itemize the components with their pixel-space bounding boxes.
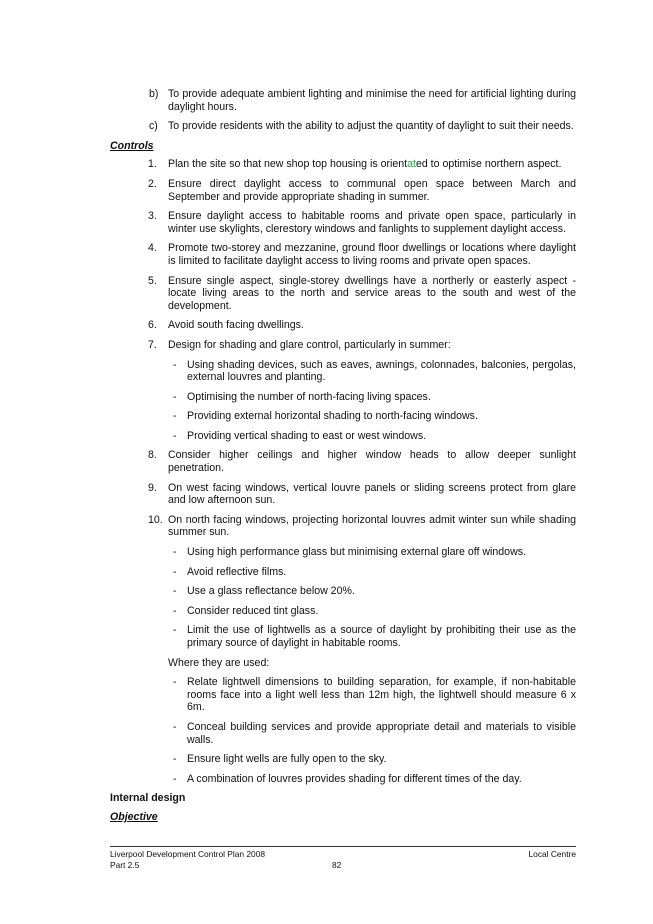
- sub-list-item: [110, 753, 576, 766]
- item-label: b): [149, 88, 159, 100]
- item-text: Conceal building services and provide appropriate detail and materials to visible walls.: [187, 720, 576, 746]
- sub-list-item: [110, 624, 576, 649]
- sub-list-item: [110, 546, 576, 559]
- item-number: 10.: [148, 513, 163, 526]
- control-item: [110, 158, 576, 171]
- objectives-list: [110, 88, 576, 133]
- dash-bullet: -: [173, 720, 177, 733]
- item-number: 1.: [148, 158, 157, 171]
- highlighted-text: at: [407, 158, 416, 171]
- objective-heading: Objective: [110, 810, 158, 823]
- sub-list-item: [110, 359, 576, 384]
- dash-bullet: -: [173, 546, 177, 559]
- item-text: Relate lightwell dimensions to building separation, for example, if non-habitable rooms face into a light well less than 12m high, the lightwell should measure 6 x 6m.: [187, 676, 576, 714]
- dash-bullet: -: [173, 604, 177, 617]
- item-text: Use a glass reflectance below 20%.: [187, 585, 355, 598]
- item-text: Optimising the number of north-facing living spaces.: [187, 390, 431, 403]
- item-text: [168, 158, 561, 170]
- control-item: [110, 178, 576, 203]
- item-text: Providing vertical shading to east or west windows.: [187, 429, 427, 442]
- sub-list-item: [110, 585, 576, 598]
- footer-part: Part 2.5: [110, 859, 140, 870]
- sub-list-item: [110, 721, 576, 746]
- dash-bullet: -: [173, 358, 177, 371]
- item-number: 8.: [148, 449, 157, 462]
- item-text: To provide residents with the ability to adjust the quantity of daylight to suit their needs.: [168, 120, 574, 133]
- sub-list-item: [110, 605, 576, 618]
- item-label: c): [149, 120, 158, 133]
- item-text: Consider reduced tint glass.: [187, 604, 319, 617]
- dash-bullet: -: [173, 676, 177, 689]
- dash-bullet: -: [173, 772, 177, 785]
- item-text: Consider higher ceilings and higher window heads to allow deeper sunlight penetration.: [168, 449, 576, 475]
- where-used-text: Where they are used:: [168, 656, 270, 669]
- dash-bullet: -: [173, 429, 177, 442]
- item-text: Ensure direct daylight access to communal open space between March and September and provide appropriate shading in summer.: [168, 177, 576, 203]
- item-text: Limit the use of lightwells as a source of daylight by prohibiting their use as the primary source of daylight in habitable rooms.: [187, 624, 576, 649]
- sub-list-item: [110, 566, 576, 579]
- footer-doc-title: Liverpool Development Control Plan 2008: [110, 849, 266, 859]
- objective-item: [110, 88, 576, 113]
- control-item: [110, 482, 576, 507]
- item-text: Using shading devices, such as eaves, awnings, colonnades, balconies, pergolas, external louvres and planting.: [187, 358, 576, 384]
- sub-list-item: [110, 391, 576, 404]
- item-number: 7.: [148, 338, 157, 351]
- control-item: [110, 514, 576, 539]
- item-text: Ensure single aspect, single-storey dwellings have a northerly or easterly aspect - locate living areas to the north and service areas to the south and west of the development.: [168, 274, 576, 312]
- control-item: [110, 449, 576, 474]
- control-item: [110, 210, 576, 235]
- text-part: Plan the site so that new shop top housing is orient: [168, 158, 408, 171]
- dash-bullet: -: [173, 585, 177, 598]
- dash-bullet: -: [173, 753, 177, 766]
- item-number: 3.: [148, 210, 157, 223]
- dash-bullet: -: [173, 390, 177, 403]
- item-text: A combination of louvres provides shading for different times of the day.: [187, 772, 522, 785]
- footer-section: Local Centre: [528, 849, 576, 859]
- item-text: On north facing windows, projecting horizontal louvres admit winter sun while shading summer sun.: [168, 513, 576, 539]
- controls-heading: Controls: [110, 139, 154, 152]
- item-number: 2.: [148, 177, 157, 190]
- item-text: Avoid reflective films.: [187, 565, 287, 578]
- document-body: [110, 88, 576, 830]
- internal-design-heading: Internal design: [110, 792, 186, 805]
- item-text: Promote two-storey and mezzanine, ground floor dwellings or locations where daylight is limited to facilitate daylight access to living rooms and private open spaces.: [168, 242, 576, 267]
- item-text: Ensure light wells are fully open to the sky.: [187, 753, 387, 766]
- control-item: [110, 319, 576, 332]
- page-footer: [110, 846, 576, 870]
- item-text: On west facing windows, vertical louvre panels or sliding screens protect from glare and low afternoon sun.: [168, 481, 576, 507]
- item-number: 6.: [148, 319, 157, 332]
- sub-list-item: [110, 410, 576, 423]
- sub-list-item: [110, 676, 576, 714]
- item-text: Providing external horizontal shading to north-facing windows.: [187, 410, 478, 423]
- text-part: ed to optimise northern aspect.: [415, 158, 562, 171]
- control-item: [110, 242, 576, 267]
- item-text: Using high performance glass but minimising external glare off windows.: [187, 546, 526, 559]
- item-number: 5.: [148, 274, 157, 287]
- item-text: Ensure daylight access to habitable rooms and private open space, particularly in winter use skylights, clerestory windows and fanlights to supplement daylight access.: [168, 210, 576, 235]
- control-item: [110, 339, 576, 352]
- dash-bullet: -: [173, 624, 177, 637]
- control-item: [110, 275, 576, 313]
- item-text: Design for shading and glare control, particularly in summer:: [168, 338, 451, 351]
- dash-bullet: -: [173, 410, 177, 423]
- item-number: 9.: [148, 481, 157, 494]
- sub-list-item: [110, 430, 576, 443]
- page-number: 82: [332, 859, 342, 870]
- dash-bullet: -: [173, 565, 177, 578]
- item-text: To provide adequate ambient lighting and minimise the need for artificial lighting during daylight hours.: [168, 88, 576, 113]
- item-text: Avoid south facing dwellings.: [168, 319, 304, 332]
- objective-item: [110, 120, 576, 133]
- item-number: 4.: [148, 242, 157, 255]
- sub-list-item: [110, 773, 576, 786]
